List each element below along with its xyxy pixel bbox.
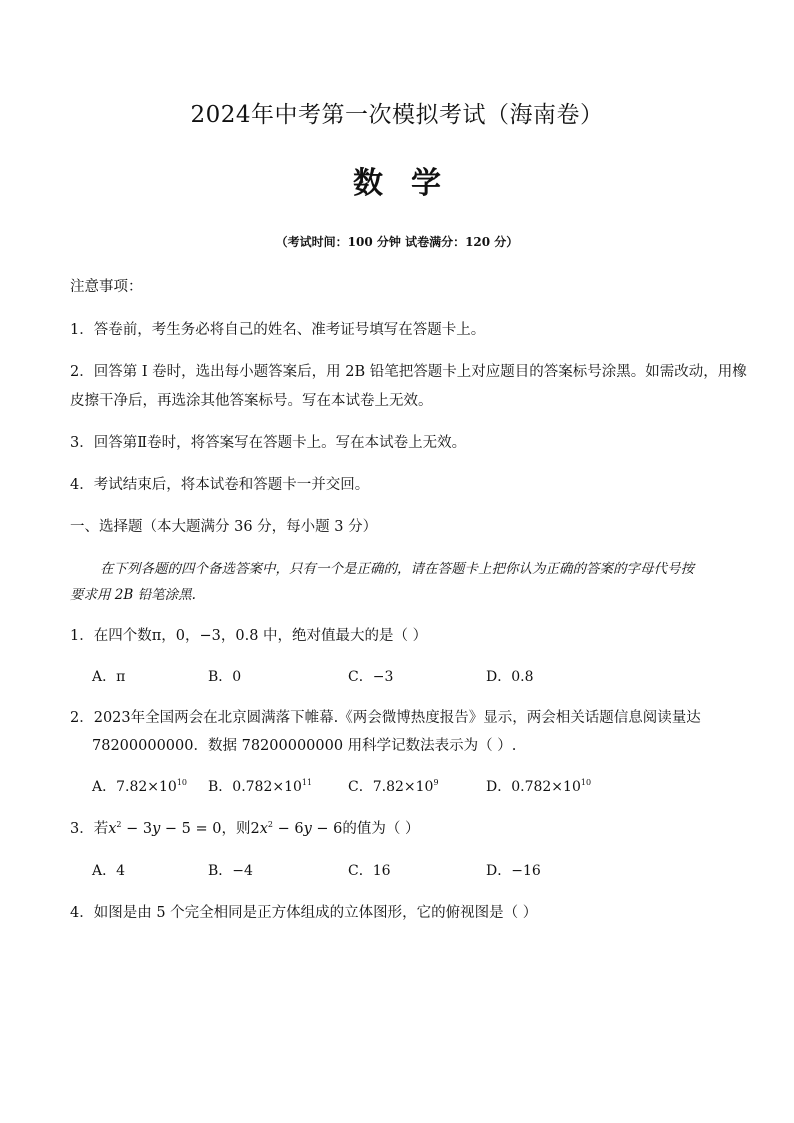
q2-option-c: C．$7.82\times 10^9$ (348, 778, 439, 795)
notice-item-2-cont: 皮擦干净后，再选涂其他答案标号。写在本试卷上无效。 (70, 393, 433, 409)
q2-option-b: B．$0.782\times 10^{11}$ (208, 778, 313, 795)
notice-item-3: 3．回答第Ⅱ卷时，将答案写在答题卡上。写在本试卷上无效。 (70, 435, 467, 451)
question-1-stem: 1．在四个数π，0，−3，0.8 中，绝对值最大的是（ ） (70, 628, 428, 644)
subject-title: 数学 (353, 166, 469, 201)
notice-item-4: 4．考试结束后，将本试卷和答题卡一并交回。 (70, 477, 370, 493)
q1-option-a: A．π (92, 669, 126, 685)
q2-option-a: A．$7.82\times 10^{10}$ (92, 778, 188, 795)
q1-option-d: D．0.8 (486, 669, 534, 685)
notice-item-1: 1．答卷前，考生务必将自己的姓名、准考证号填写在答题卡上。 (70, 322, 486, 338)
q1-option-c: C．−3 (348, 669, 394, 685)
page-title: 2024年中考第一次模拟考试（海南卷） (190, 102, 604, 128)
q3-option-d: D．−16 (486, 863, 541, 879)
question-3-stem: 3．若$x^2 - 3y - 5 = 0$，则$2x^2 - 6y - 6$的值为（ ） (70, 820, 420, 837)
question-4-stem: 4．如图是由 5 个完全相同是正方体组成的立体图形，它的俯视图是（ ） (70, 905, 538, 921)
section-instruction-2: 要求用 2B 铅笔涂黑. (70, 587, 196, 603)
q3-option-b: B．−4 (208, 863, 253, 879)
notice-heading: 注意事项： (70, 279, 143, 295)
question-2-stem-1: 2．2023年全国两会在北京圆满落下帷幕.《两会微博热度报告》显示，两会相关话题信息阅读量达 (70, 710, 701, 726)
section-instruction-1: 在下列各题的四个备选答案中，只有一个是正确的，请在答题卡上把你认为正确的答案的字母代号按 (100, 561, 694, 577)
section-heading: 一、选择题（本大题满分 36 分，每小题 3 分） (70, 519, 378, 535)
q1-option-b: B．0 (208, 669, 242, 685)
question-2-stem-2: 78200000000．数据 78200000000 用科学记数法表示为（ ）. (92, 738, 517, 754)
q2-option-d: D．$0.782\times 10^{10}$ (486, 778, 592, 795)
q3-option-c: C．16 (348, 863, 391, 879)
exam-info: （考试时间：100 分钟 试卷满分：120 分） (275, 235, 519, 249)
notice-item-2: 2．回答第 I 卷时，选出每小题答案后，用 2B 铅笔把答题卡上对应题目的答案标号涂黑。如需改动，用橡 (70, 364, 747, 380)
q3-option-a: A．4 (92, 863, 126, 879)
